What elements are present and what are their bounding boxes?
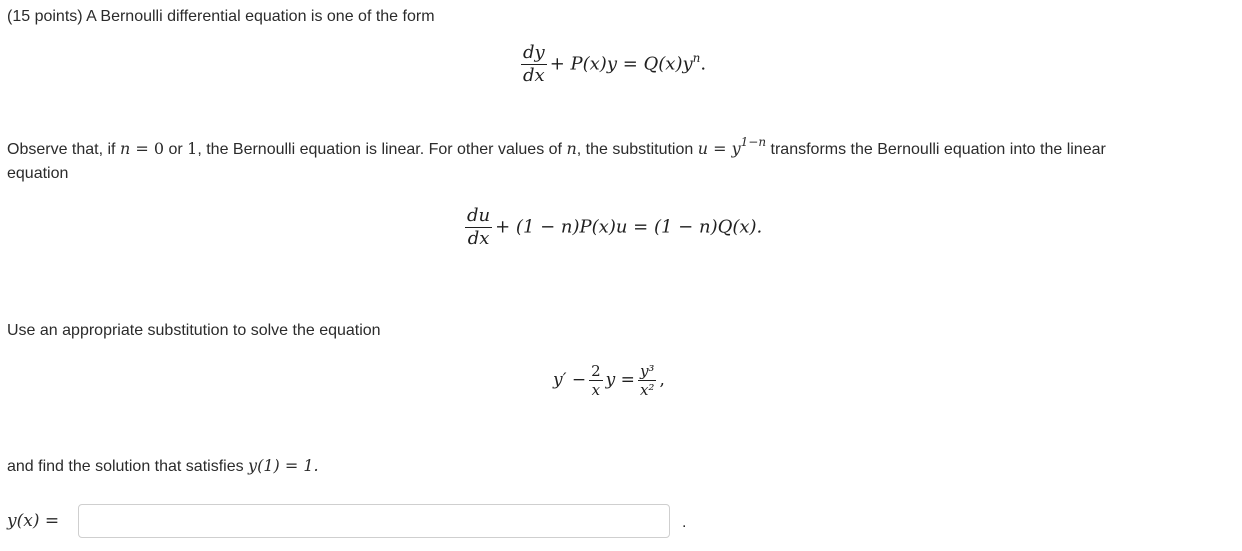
- coefficient-fraction: [589, 362, 603, 399]
- math-n: n: [566, 139, 577, 158]
- math-y: y: [731, 139, 741, 158]
- fraction-denominator: x: [591, 381, 601, 399]
- observe-text: or: [164, 141, 188, 158]
- equation-exponent: n: [692, 50, 701, 65]
- fraction-denominator: x²: [639, 381, 655, 399]
- fraction-numerator: 2: [591, 362, 601, 380]
- bernoulli-equation: [518, 42, 706, 87]
- observe-paragraph: [7, 135, 1106, 160]
- derivative-fraction: [521, 42, 547, 87]
- find-text: and find the solution that satisfies: [7, 458, 249, 475]
- linear-equation: [462, 205, 762, 250]
- equation-lhs: y′ −: [553, 370, 587, 390]
- math-exponent: 1−n: [740, 135, 767, 149]
- fraction-numerator: y³: [639, 362, 655, 380]
- instruction-text: Use an appropriate substitution to solve the equation: [7, 322, 381, 339]
- math-one: 1: [187, 139, 198, 158]
- math-eq: = 0: [130, 139, 165, 158]
- observe-text: transforms the Bernoulli equation into the linear: [766, 141, 1106, 158]
- math-eq: =: [708, 139, 732, 158]
- fraction-denominator: dx: [523, 65, 545, 86]
- problem-intro: (15 points) A Bernoulli differential equation is one of the form: [7, 8, 435, 25]
- answer-label: y(x) =: [7, 511, 60, 531]
- observe-text: Observe that, if: [7, 141, 120, 158]
- math-n: n: [119, 139, 131, 158]
- answer-input[interactable]: [78, 504, 670, 538]
- fraction-denominator: dx: [467, 228, 490, 249]
- find-condition-text: [7, 456, 319, 477]
- initial-condition: y(1) = 1.: [248, 456, 319, 475]
- math-u: u: [697, 139, 709, 158]
- equation-end: ,: [659, 370, 665, 390]
- observe-text: , the Bernoulli equation is linear. For other values of: [197, 141, 567, 158]
- equation-rest: + (1 − n)P(x)u = (1 − n)Q(x).: [495, 216, 763, 238]
- rhs-fraction: [638, 362, 657, 399]
- specific-equation: [553, 362, 665, 399]
- trailing-period: .: [682, 514, 687, 531]
- equation-end: .: [700, 53, 707, 75]
- observe-text: , the substitution: [576, 141, 698, 158]
- derivative-fraction: [465, 205, 492, 250]
- fraction-numerator: dy: [523, 42, 545, 63]
- equation-mid: y =: [605, 370, 635, 390]
- equation-rest: + P(x)y = Q(x)y: [549, 53, 693, 75]
- observe-line2: equation: [7, 165, 69, 182]
- fraction-numerator: du: [467, 205, 491, 226]
